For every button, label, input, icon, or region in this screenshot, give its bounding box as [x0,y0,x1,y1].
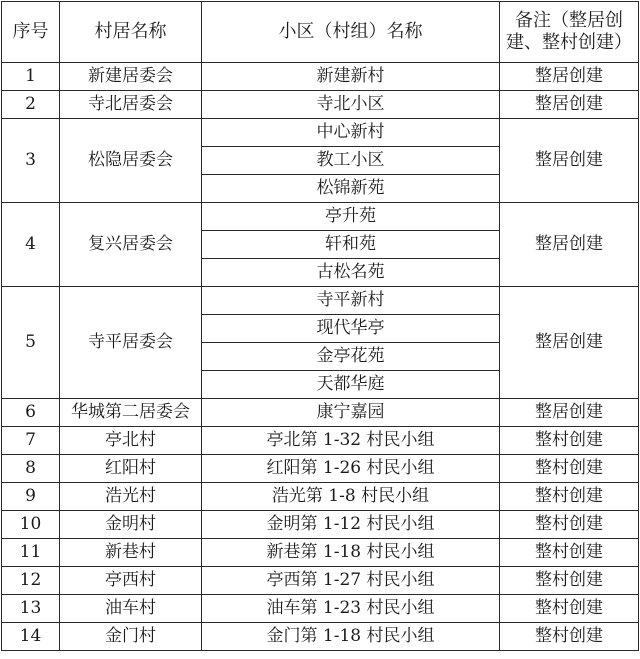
header-village-name: 村居名称 [60,2,202,63]
table-row [2,427,639,455]
cell-village-name: 油车村 [60,595,202,623]
header-note: 备注（整居创建、整村创建） [500,2,639,63]
cell-no: 13 [2,595,60,623]
cell-note: 整居创建 [500,63,639,91]
cell-village-name: 亭北村 [60,427,202,455]
cell-village-name: 红阳村 [60,455,202,483]
cell-no: 8 [2,455,60,483]
cell-note: 整村创建 [500,511,639,539]
cell-village-name: 亭西村 [60,567,202,595]
table-row [2,63,639,91]
cell-community-name: 金明第 1-12 村民小组 [202,511,500,539]
cell-village-name: 松隐居委会 [60,119,202,203]
table-body [2,63,639,651]
cell-community-name: 油车第 1-23 村民小组 [202,595,500,623]
cell-note: 整居创建 [500,119,639,203]
cell-no: 5 [2,287,60,399]
table-row [2,595,639,623]
header-no: 序号 [2,2,60,63]
cell-community-name: 松锦新苑 [202,175,500,203]
cell-no: 6 [2,399,60,427]
cell-community-name: 轩和苑 [202,231,500,259]
cell-note: 整村创建 [500,623,639,651]
table-row [2,483,639,511]
cell-village-name: 寺平居委会 [60,287,202,399]
cell-community-name: 亭升苑 [202,203,500,231]
cell-no: 4 [2,203,60,287]
cell-village-name: 浩光村 [60,483,202,511]
cell-community-name: 新建新村 [202,63,500,91]
cell-village-name: 新建居委会 [60,63,202,91]
cell-note: 整村创建 [500,427,639,455]
cell-community-name: 红阳第 1-26 村民小组 [202,455,500,483]
cell-note: 整村创建 [500,595,639,623]
cell-no: 10 [2,511,60,539]
cell-village-name: 金明村 [60,511,202,539]
cell-note: 整村创建 [500,539,639,567]
cell-community-name: 寺平新村 [202,287,500,315]
cell-village-name: 新巷村 [60,539,202,567]
table-row [2,119,639,147]
cell-community-name: 教工小区 [202,147,500,175]
cell-community-name: 亭北第 1-32 村民小组 [202,427,500,455]
cell-no: 14 [2,623,60,651]
table-row [2,287,639,315]
table-row [2,455,639,483]
village-community-table [1,1,639,651]
cell-community-name: 浩光第 1-8 村民小组 [202,483,500,511]
cell-no: 3 [2,119,60,203]
table-row [2,623,639,651]
table-row [2,511,639,539]
cell-community-name: 现代华亭 [202,315,500,343]
cell-note: 整村创建 [500,455,639,483]
cell-no: 9 [2,483,60,511]
cell-no: 7 [2,427,60,455]
table-row [2,567,639,595]
cell-community-name: 金亭花苑 [202,343,500,371]
cell-village-name: 华城第二居委会 [60,399,202,427]
cell-note: 整村创建 [500,567,639,595]
table-row [2,399,639,427]
cell-note: 整居创建 [500,399,639,427]
cell-community-name: 金门第 1-18 村民小组 [202,623,500,651]
table-row [2,203,639,231]
cell-community-name: 寺北小区 [202,91,500,119]
table-row [2,539,639,567]
cell-no: 11 [2,539,60,567]
cell-community-name: 亭西第 1-27 村民小组 [202,567,500,595]
cell-no: 1 [2,63,60,91]
header-row [2,2,639,63]
cell-village-name: 复兴居委会 [60,203,202,287]
cell-village-name: 金门村 [60,623,202,651]
header-community-name: 小区（村组）名称 [202,2,500,63]
cell-village-name: 寺北居委会 [60,91,202,119]
cell-note: 整居创建 [500,287,639,399]
cell-no: 2 [2,91,60,119]
cell-community-name: 新巷第 1-18 村民小组 [202,539,500,567]
cell-note: 整居创建 [500,91,639,119]
cell-note: 整居创建 [500,203,639,287]
cell-note: 整村创建 [500,483,639,511]
cell-community-name: 天都华庭 [202,371,500,399]
cell-no: 12 [2,567,60,595]
cell-community-name: 中心新村 [202,119,500,147]
cell-community-name: 古松名苑 [202,259,500,287]
cell-community-name: 康宁嘉园 [202,399,500,427]
table-row [2,91,639,119]
